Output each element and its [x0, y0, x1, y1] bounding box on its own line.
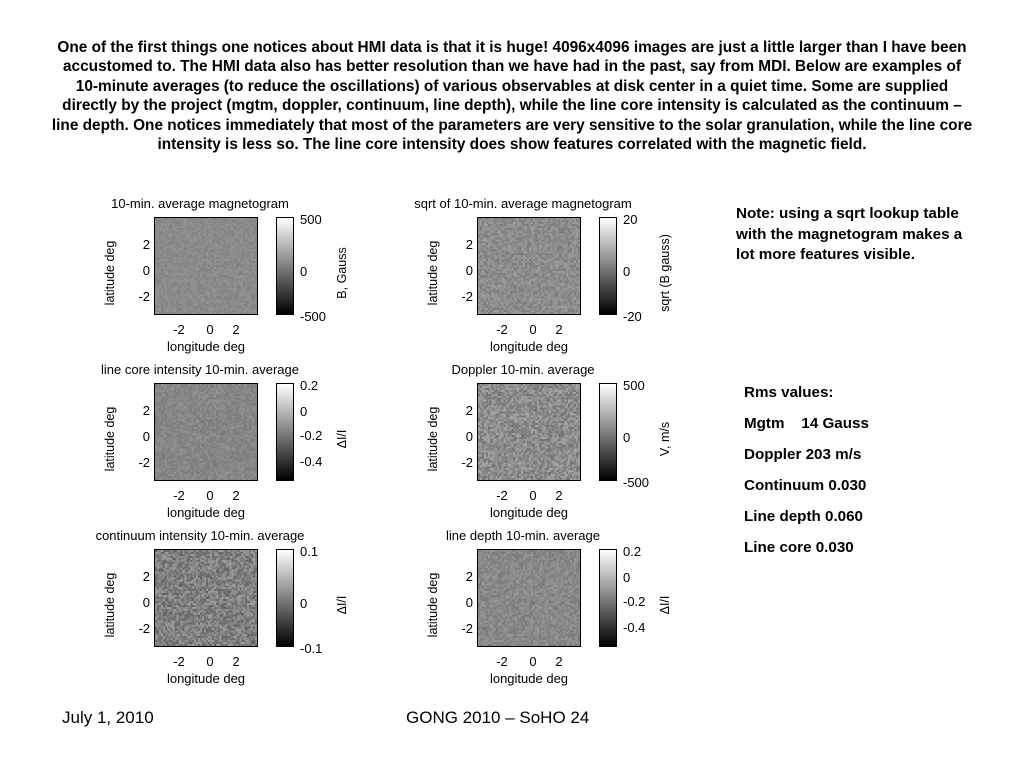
x-tick-label: 2	[555, 654, 563, 669]
y-tick-label: 2	[465, 237, 473, 252]
colorbar-tick-label: -500	[300, 309, 327, 324]
x-tick-label: -2	[173, 322, 185, 337]
colorbar-tick-label: 20	[623, 212, 638, 227]
colorbar-tick-label: -0.4	[300, 454, 323, 469]
x-tick-label: -2	[496, 322, 508, 337]
colorbar-tick-label: 0	[300, 596, 308, 611]
y-tick-label: 0	[465, 595, 473, 610]
x-tick-label: 2	[555, 322, 563, 337]
colorbar	[599, 383, 617, 481]
rms-values	[744, 384, 964, 570]
y-tick-label: 2	[142, 403, 150, 418]
x-tick-label: -2	[173, 654, 185, 669]
panel-image	[477, 383, 581, 481]
rms-heading: Rms values:	[744, 384, 834, 401]
colorbar	[276, 549, 294, 647]
colorbar-tick-label: 0	[623, 570, 631, 585]
panel-title: line depth 10-min. average	[446, 528, 600, 543]
x-tick-label: -2	[173, 488, 185, 503]
x-tick-label: 0	[529, 322, 537, 337]
y-tick-label: 0	[465, 263, 473, 278]
y-tick-label: 2	[142, 237, 150, 252]
colorbar-label: V, m/s	[658, 421, 672, 457]
rms-line-core: Line core 0.030	[744, 539, 854, 556]
y-tick-label: -2	[461, 289, 473, 304]
colorbar-tick-label: 500	[300, 212, 322, 227]
figure-panel	[403, 196, 703, 361]
y-tick-label: 0	[142, 263, 150, 278]
y-axis-label: latitude deg	[103, 572, 117, 638]
rms-doppler: Doppler 203 m/s	[744, 446, 862, 463]
x-axis-label: longitude deg	[166, 339, 246, 354]
y-axis-label: latitude deg	[103, 240, 117, 306]
intro-paragraph: One of the first things one notices about HMI data is that it is huge! 4096x4096 images are just a little larger than I have been accustomed to. The HMI data also has better resolution than we have had in the past, say from MDI. Below are examples of 10-minute averages (to reduce the oscillations) of various observables at disk center in a quiet time. Some are supplied directly by the project (mgtm, doppler, continuum, line depth), while the line core intensity is calculated as the continuum – line depth. One notices immediately that most of the parameters are very sensitive to the solar granulation, while the line core intensity is less so. The line core intensity does show features correlated with the magnetic field.	[51, 39, 973, 154]
footer-date: July 1, 2010	[62, 708, 154, 727]
panel-image	[477, 549, 581, 647]
x-tick-label: 0	[529, 654, 537, 669]
colorbar-tick-label: 500	[623, 378, 645, 393]
colorbar-tick-label: 0.2	[300, 378, 319, 393]
colorbar	[599, 217, 617, 315]
x-axis-label: longitude deg	[166, 505, 246, 520]
y-tick-label: 0	[465, 429, 473, 444]
panel-title: Doppler 10-min. average	[451, 362, 595, 377]
figure-panel	[80, 528, 380, 693]
panel-image	[477, 217, 581, 315]
colorbar	[276, 217, 294, 315]
x-axis-label: longitude deg	[489, 671, 569, 686]
colorbar-label: ΔI/I	[335, 595, 349, 615]
x-tick-label: -2	[496, 488, 508, 503]
panel-title: continuum intensity 10-min. average	[95, 528, 305, 543]
x-tick-label: 2	[232, 488, 240, 503]
colorbar	[599, 549, 617, 647]
y-tick-label: -2	[138, 621, 150, 636]
x-tick-label: 2	[232, 322, 240, 337]
colorbar-tick-label: 0.2	[623, 544, 642, 559]
colorbar-tick-label: -0.4	[623, 620, 646, 635]
x-axis-label: longitude deg	[489, 339, 569, 354]
x-tick-label: 2	[555, 488, 563, 503]
colorbar	[276, 383, 294, 481]
panel-image	[154, 217, 258, 315]
figure-panel	[403, 362, 703, 527]
y-axis-label: latitude deg	[426, 406, 440, 472]
colorbar-label: ΔI/I	[335, 429, 349, 449]
footer-conference: GONG 2010 – SoHO 24	[406, 708, 590, 727]
colorbar-tick-label: -0.2	[300, 428, 323, 443]
rms-continuum: Continuum 0.030	[744, 477, 867, 494]
figure-panel	[80, 196, 380, 361]
y-tick-label: 0	[142, 429, 150, 444]
y-tick-label: -2	[138, 455, 150, 470]
colorbar-tick-label: 0	[623, 264, 631, 279]
x-tick-label: 0	[529, 488, 537, 503]
x-tick-label: 0	[206, 322, 214, 337]
figure-panel	[80, 362, 380, 527]
panel-title: line core intensity 10-min. average	[101, 362, 299, 377]
colorbar-label: ΔI/I	[658, 595, 672, 615]
x-tick-label: -2	[496, 654, 508, 669]
y-tick-label: 2	[465, 569, 473, 584]
rms-mgtm: Mgtm 14 Gauss	[744, 415, 869, 432]
panel-image	[154, 383, 258, 481]
panel-image	[154, 549, 258, 647]
colorbar-tick-label: -0.2	[623, 594, 646, 609]
y-tick-label: 0	[142, 595, 150, 610]
rms-line-depth: Line depth 0.060	[744, 508, 864, 525]
x-tick-label: 0	[206, 488, 214, 503]
y-tick-label: -2	[461, 455, 473, 470]
sqrt-note: Note: using a sqrt lookup table with the magnetogram makes a lot more features visible.	[736, 205, 963, 263]
colorbar-tick-label: -500	[623, 475, 650, 490]
x-tick-label: 0	[206, 654, 214, 669]
y-tick-label: -2	[138, 289, 150, 304]
panel-title: sqrt of 10-min. average magnetogram	[414, 196, 632, 211]
colorbar-tick-label: 0	[300, 404, 308, 419]
colorbar-tick-label: 0	[623, 430, 631, 445]
colorbar-label: B, Gauss	[335, 247, 349, 299]
x-axis-label: longitude deg	[166, 671, 246, 686]
y-tick-label: 2	[142, 569, 150, 584]
y-axis-label: latitude deg	[103, 406, 117, 472]
x-tick-label: 2	[232, 654, 240, 669]
colorbar-label: sqrt (B gauss)	[658, 234, 672, 312]
colorbar-tick-label: -20	[623, 309, 642, 324]
y-tick-label: 2	[465, 403, 473, 418]
y-axis-label: latitude deg	[426, 572, 440, 638]
x-axis-label: longitude deg	[489, 505, 569, 520]
colorbar-tick-label: -0.1	[300, 641, 323, 656]
y-axis-label: latitude deg	[426, 240, 440, 306]
figure-panel	[403, 528, 703, 693]
y-tick-label: -2	[461, 621, 473, 636]
colorbar-tick-label: 0	[300, 264, 308, 279]
colorbar-tick-label: 0.1	[300, 544, 319, 559]
panel-title: 10-min. average magnetogram	[111, 196, 289, 211]
